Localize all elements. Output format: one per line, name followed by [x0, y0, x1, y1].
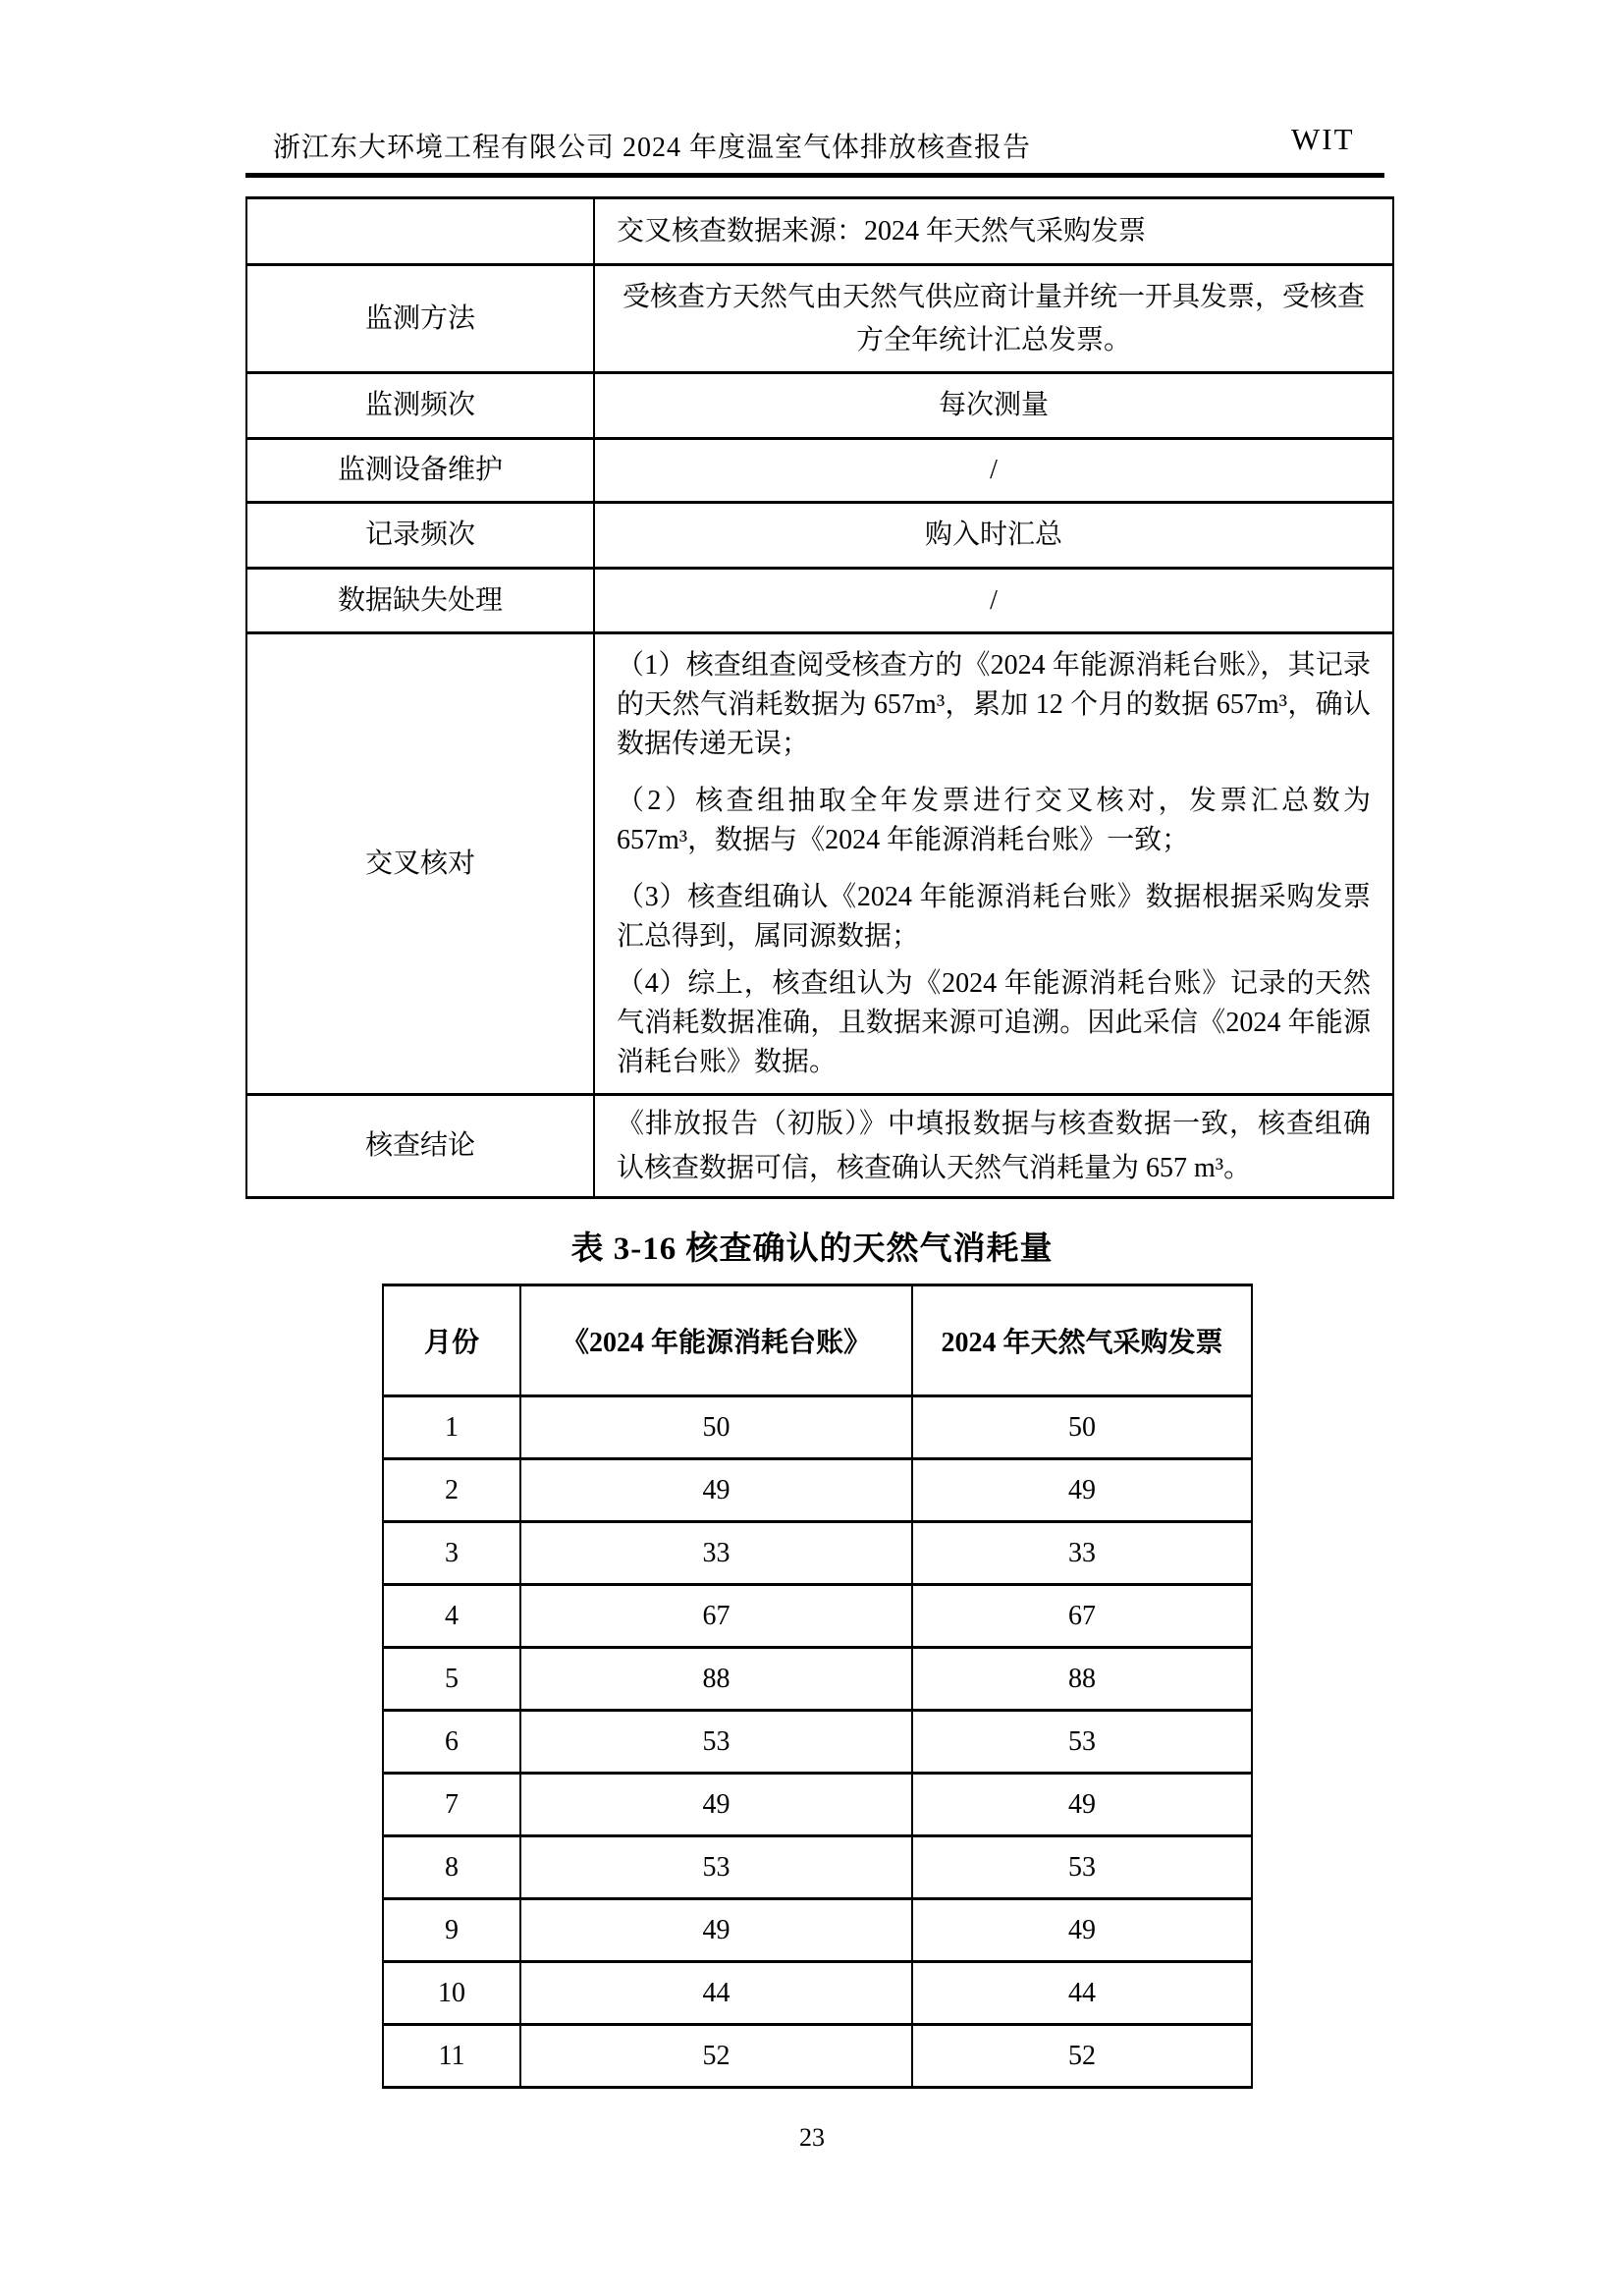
- monitoring-info-table: [245, 196, 1394, 1199]
- month-cell: 5: [383, 1648, 520, 1711]
- ledger-value-cell: 33: [520, 1522, 912, 1585]
- ledger-value-cell: 53: [520, 1836, 912, 1899]
- month-cell: 2: [383, 1459, 520, 1522]
- cross-check-item-2: （2）核查组抽取全年发票进行交叉核对，发票汇总数为 657m³，数据与《2024 年能源消耗台账》一致；: [617, 785, 1371, 855]
- table-row: [246, 265, 1393, 373]
- table-row: [383, 2025, 1252, 2088]
- row-label-equipment-maintenance: 监测设备维护: [246, 439, 594, 503]
- table-row: [246, 439, 1393, 503]
- monitoring-method-cell: 受核查方天然气由天然气供应商计量并统一开具发票，受核查方全年统计汇总发票。: [594, 265, 1393, 373]
- table-row: [246, 1095, 1393, 1198]
- cross-check-detail-cell: [594, 633, 1393, 1095]
- table-row: [383, 1585, 1252, 1648]
- table-row: [383, 1711, 1252, 1774]
- month-cell: 1: [383, 1396, 520, 1459]
- table-row: [246, 569, 1393, 633]
- invoice-value-cell: 88: [912, 1648, 1252, 1711]
- invoice-value-cell: 53: [912, 1711, 1252, 1774]
- invoice-value-cell: 52: [912, 2025, 1252, 2088]
- ledger-value-cell: 50: [520, 1396, 912, 1459]
- ledger-value-cell: 88: [520, 1648, 912, 1711]
- invoice-value-cell: 67: [912, 1585, 1252, 1648]
- row-label-missing-data-handling: 数据缺失处理: [246, 569, 594, 633]
- ledger-value-cell: 49: [520, 1774, 912, 1836]
- month-cell: 4: [383, 1585, 520, 1648]
- header-rule: [245, 173, 1384, 178]
- invoice-value-cell: 33: [912, 1522, 1252, 1585]
- page-number: 23: [799, 2123, 825, 2152]
- equipment-maintenance-cell: /: [594, 439, 1393, 503]
- month-cell: 6: [383, 1711, 520, 1774]
- table-row: [383, 1899, 1252, 1962]
- table-row: [383, 1774, 1252, 1836]
- row-label-record-frequency: 记录频次: [246, 503, 594, 569]
- ledger-value-cell: 49: [520, 1459, 912, 1522]
- table-row: [246, 503, 1393, 569]
- row-label-monitoring-method: 监测方法: [246, 265, 594, 373]
- row-label-empty: [246, 198, 594, 265]
- month-cell: 9: [383, 1899, 520, 1962]
- record-frequency-cell: 购入时汇总: [594, 503, 1393, 569]
- invoice-value-cell: 49: [912, 1459, 1252, 1522]
- row-label-verification-conclusion: 核查结论: [246, 1095, 594, 1198]
- ledger-value-cell: 44: [520, 1962, 912, 2025]
- invoice-value-cell: 50: [912, 1396, 1252, 1459]
- table-row: [246, 373, 1393, 439]
- month-cell: 7: [383, 1774, 520, 1836]
- header-title: 浙江东大环境工程有限公司 2024 年度温室气体排放核查报告: [273, 133, 1032, 163]
- cross-check-source-cell: 交叉核查数据来源：2024 年天然气采购发票: [594, 198, 1393, 265]
- table-row: [383, 1836, 1252, 1899]
- verification-conclusion-cell: 《排放报告（初版）》中填报数据与核查数据一致，核查组确认核查数据可信，核查确认天然气消耗量为 657 m³。: [594, 1095, 1393, 1198]
- table-row: [246, 198, 1393, 265]
- table-caption: 表 3-16 核查确认的天然气消耗量: [570, 1231, 1054, 1267]
- header-wit-text: WIT: [1291, 122, 1355, 156]
- invoice-value-cell: 44: [912, 1962, 1252, 2025]
- cross-check-item-1: （1）核查组查阅受核查方的《2024 年能源消耗台账》，其记录的天然气消耗数据为 657m³，累加 12 个月的数据 657m³，确认数据传递无误；: [617, 649, 1371, 759]
- ledger-value-cell: 53: [520, 1711, 912, 1774]
- invoice-value-cell: 53: [912, 1836, 1252, 1899]
- missing-data-handling-cell: /: [594, 569, 1393, 633]
- table-row: [383, 1522, 1252, 1585]
- gas-consumption-table: [382, 1284, 1253, 2089]
- month-cell: 10: [383, 1962, 520, 2025]
- table-row: [383, 1648, 1252, 1711]
- table-row: [383, 1396, 1252, 1459]
- table-row: [383, 1962, 1252, 2025]
- ledger-value-cell: 67: [520, 1585, 912, 1648]
- table-header-row: [383, 1285, 1252, 1396]
- column-header-month: 月份: [383, 1285, 520, 1396]
- row-label-monitoring-frequency: 监测频次: [246, 373, 594, 439]
- row-label-cross-check: 交叉核对: [246, 633, 594, 1095]
- month-cell: 11: [383, 2025, 520, 2088]
- column-header-ledger: 《2024 年能源消耗台账》: [520, 1285, 912, 1396]
- ledger-value-cell: 49: [520, 1899, 912, 1962]
- invoice-value-cell: 49: [912, 1899, 1252, 1962]
- column-header-invoice: 2024 年天然气采购发票: [912, 1285, 1252, 1396]
- cross-check-item-3: （3）核查组确认《2024 年能源消耗台账》数据根据采购发票汇总得到，属同源数据；: [617, 881, 1371, 952]
- ledger-value-cell: 52: [520, 2025, 912, 2088]
- monitoring-frequency-cell: 每次测量: [594, 373, 1393, 439]
- table-row: [246, 633, 1393, 1095]
- month-cell: 3: [383, 1522, 520, 1585]
- invoice-value-cell: 49: [912, 1774, 1252, 1836]
- month-cell: 8: [383, 1836, 520, 1899]
- table-row: [383, 1459, 1252, 1522]
- cross-check-item-4: （4）综上，核查组认为《2024 年能源消耗台账》记录的天然气消耗数据准确，且数据来源可追溯。因此采信《2024 年能源消耗台账》数据。: [617, 967, 1371, 1077]
